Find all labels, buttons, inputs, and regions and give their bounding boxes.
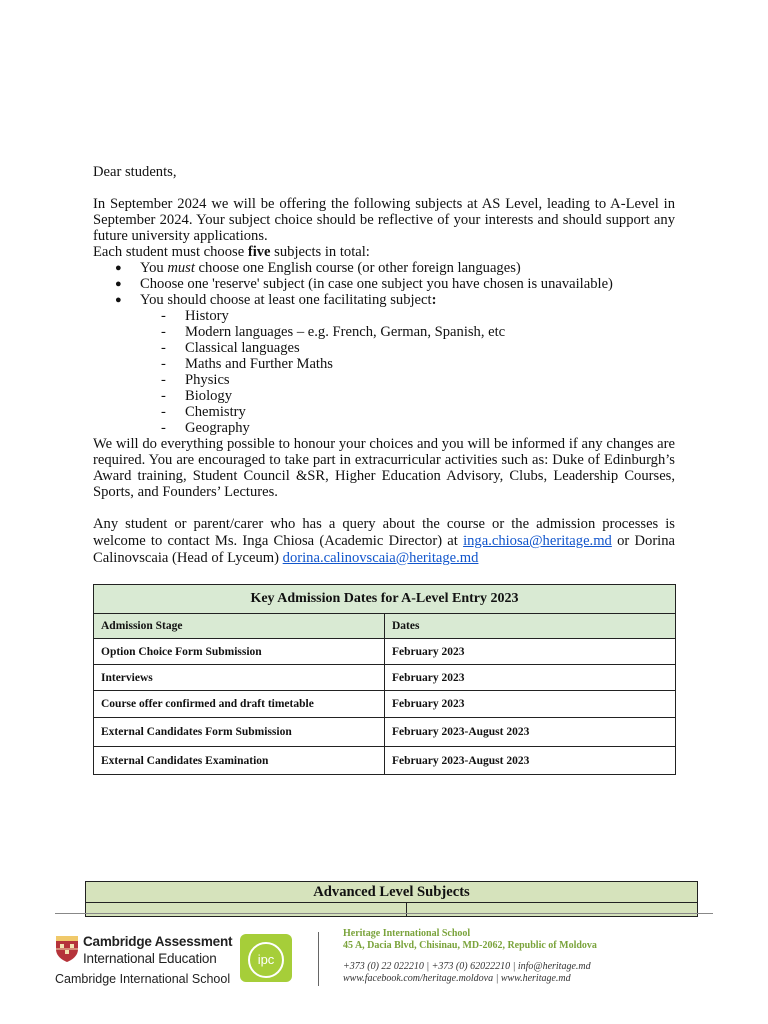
requirement-colon: : xyxy=(431,292,437,308)
subject-label: Geography xyxy=(185,420,250,436)
subject-item xyxy=(93,372,675,388)
requirements-list xyxy=(93,260,675,308)
dash-icon: - xyxy=(161,356,166,372)
subject-label: Modern languages – e.g. French, German, Spanish, etc xyxy=(185,324,506,340)
ipc-logo xyxy=(240,934,292,982)
table-row xyxy=(86,903,698,917)
school-address: 45 A, Dacia Blvd, Chisinau, MD-2062, Republic of Moldova xyxy=(343,940,597,951)
school-address-block xyxy=(343,928,597,985)
table-row xyxy=(94,747,676,775)
subject-item xyxy=(93,340,675,356)
requirement-text: You xyxy=(140,260,168,276)
table-title: Key Admission Dates for A-Level Entry 2023 xyxy=(94,585,676,614)
cambridge-shield-icon xyxy=(55,935,79,963)
subjects-table-title: Advanced Level Subjects xyxy=(86,882,698,903)
stage-cell: External Candidates Examination xyxy=(94,747,385,775)
date-cell: February 2023 xyxy=(385,691,676,718)
school-name: Heritage International School xyxy=(343,928,471,939)
email-link-inga[interactable]: inga.chiosa@heritage.md xyxy=(463,533,612,549)
column-header: Admission Stage xyxy=(94,614,385,639)
date-cell: February 2023-August 2023 xyxy=(385,718,676,747)
table-row xyxy=(94,718,676,747)
subject-item xyxy=(93,308,675,324)
stage-cell: External Candidates Form Submission xyxy=(94,718,385,747)
requirement-reserve xyxy=(93,276,675,292)
contact-paragraph xyxy=(93,516,675,567)
footer-divider xyxy=(55,913,713,914)
column-header: Dates xyxy=(385,614,676,639)
date-cell: February 2023 xyxy=(385,665,676,691)
subject-label: Physics xyxy=(185,372,230,388)
table-row xyxy=(94,665,676,691)
table-row xyxy=(94,691,676,718)
dash-icon: - xyxy=(161,308,166,324)
must-choose-suffix: subjects in total: xyxy=(270,244,370,260)
dash-icon: - xyxy=(161,324,166,340)
requirement-text: You should choose at least one facilitating subject xyxy=(140,292,432,308)
cambridge-logo xyxy=(55,932,245,987)
subject-label: Classical languages xyxy=(185,340,300,356)
bullet-icon: ● xyxy=(115,262,122,274)
must-choose-prefix: Each student must choose xyxy=(93,244,248,260)
subject-label: Chemistry xyxy=(185,404,246,420)
honour-paragraph: We will do everything possible to honour your choices and you will be informed if any changes are required. You are encouraged to take part in extracurricular activities such as: Duke of Edinburgh’s Award training, Student Council &SR, Higher Education Advisory, Clubs, Leadership Courses, Sports, and Founders’ Lectures. xyxy=(93,436,675,500)
dash-icon: - xyxy=(161,420,166,436)
subject-label: Biology xyxy=(185,388,233,404)
must-choose-count: five xyxy=(247,244,271,260)
cambridge-school-label: Cambridge International School xyxy=(55,972,231,986)
footer-separator xyxy=(318,932,319,986)
stage-cell: Course offer confirmed and draft timetable xyxy=(94,691,385,718)
bullet-icon: ● xyxy=(115,294,122,306)
dash-icon: - xyxy=(161,404,166,420)
intro-paragraph: In September 2024 we will be offering the following subjects at AS Level, leading to A-Level in September 2024. Your subject choice should be reflective of your interests and should support any future university applications. xyxy=(93,196,675,244)
advanced-subjects-table xyxy=(85,881,698,917)
requirement-english xyxy=(93,260,675,276)
requirement-facilitating xyxy=(93,292,675,308)
subject-item xyxy=(93,420,675,436)
ipc-label: ipc xyxy=(248,942,284,978)
date-cell: February 2023-August 2023 xyxy=(385,747,676,775)
dash-icon: - xyxy=(161,388,166,404)
requirement-text: choose one English course (or other foreign languages) xyxy=(194,260,521,276)
dash-icon: - xyxy=(161,372,166,388)
empty-cell xyxy=(407,903,698,917)
cambridge-title: Cambridge Assessment xyxy=(83,934,233,949)
contact-text: Any student or parent/carer who has a query about the course or the admission processes is welcome to contact Ms. Inga Chiosa (Academic Director) at xyxy=(93,516,675,549)
must-choose-line xyxy=(93,244,675,260)
school-web: www.facebook.com/heritage.moldova | www.heritage.md xyxy=(343,973,571,984)
email-link-dorina[interactable]: dorina.calinovscaia@heritage.md xyxy=(282,550,479,566)
table-row xyxy=(94,639,676,665)
subject-label: History xyxy=(185,308,229,324)
cambridge-subtitle: International Education xyxy=(83,951,217,966)
subject-item xyxy=(93,388,675,404)
bullet-icon: ● xyxy=(115,278,122,290)
requirement-emphasis: must xyxy=(167,260,195,276)
stage-cell: Option Choice Form Submission xyxy=(94,639,385,665)
table-header-row xyxy=(94,614,676,639)
letter-body xyxy=(93,164,675,567)
subject-item xyxy=(93,324,675,340)
subject-item xyxy=(93,356,675,372)
date-cell: February 2023 xyxy=(385,639,676,665)
contact-text: or Dorina Calinovscaia (Head of Lyceum) xyxy=(93,533,676,566)
admission-dates-table xyxy=(93,584,676,775)
stage-cell: Interviews xyxy=(94,665,385,691)
greeting: Dear students, xyxy=(93,164,177,180)
facilitating-subjects-list xyxy=(93,308,675,436)
subject-item xyxy=(93,404,675,420)
dash-icon: - xyxy=(161,340,166,356)
empty-cell xyxy=(86,903,407,917)
requirement-text: Choose one 'reserve' subject (in case one subject you have chosen is unavailable) xyxy=(140,276,613,292)
school-contacts: +373 (0) 22 022210 | +373 (0) 62022210 | info@heritage.md xyxy=(343,961,591,972)
footer xyxy=(55,928,713,990)
subject-label: Maths and Further Maths xyxy=(185,356,333,372)
